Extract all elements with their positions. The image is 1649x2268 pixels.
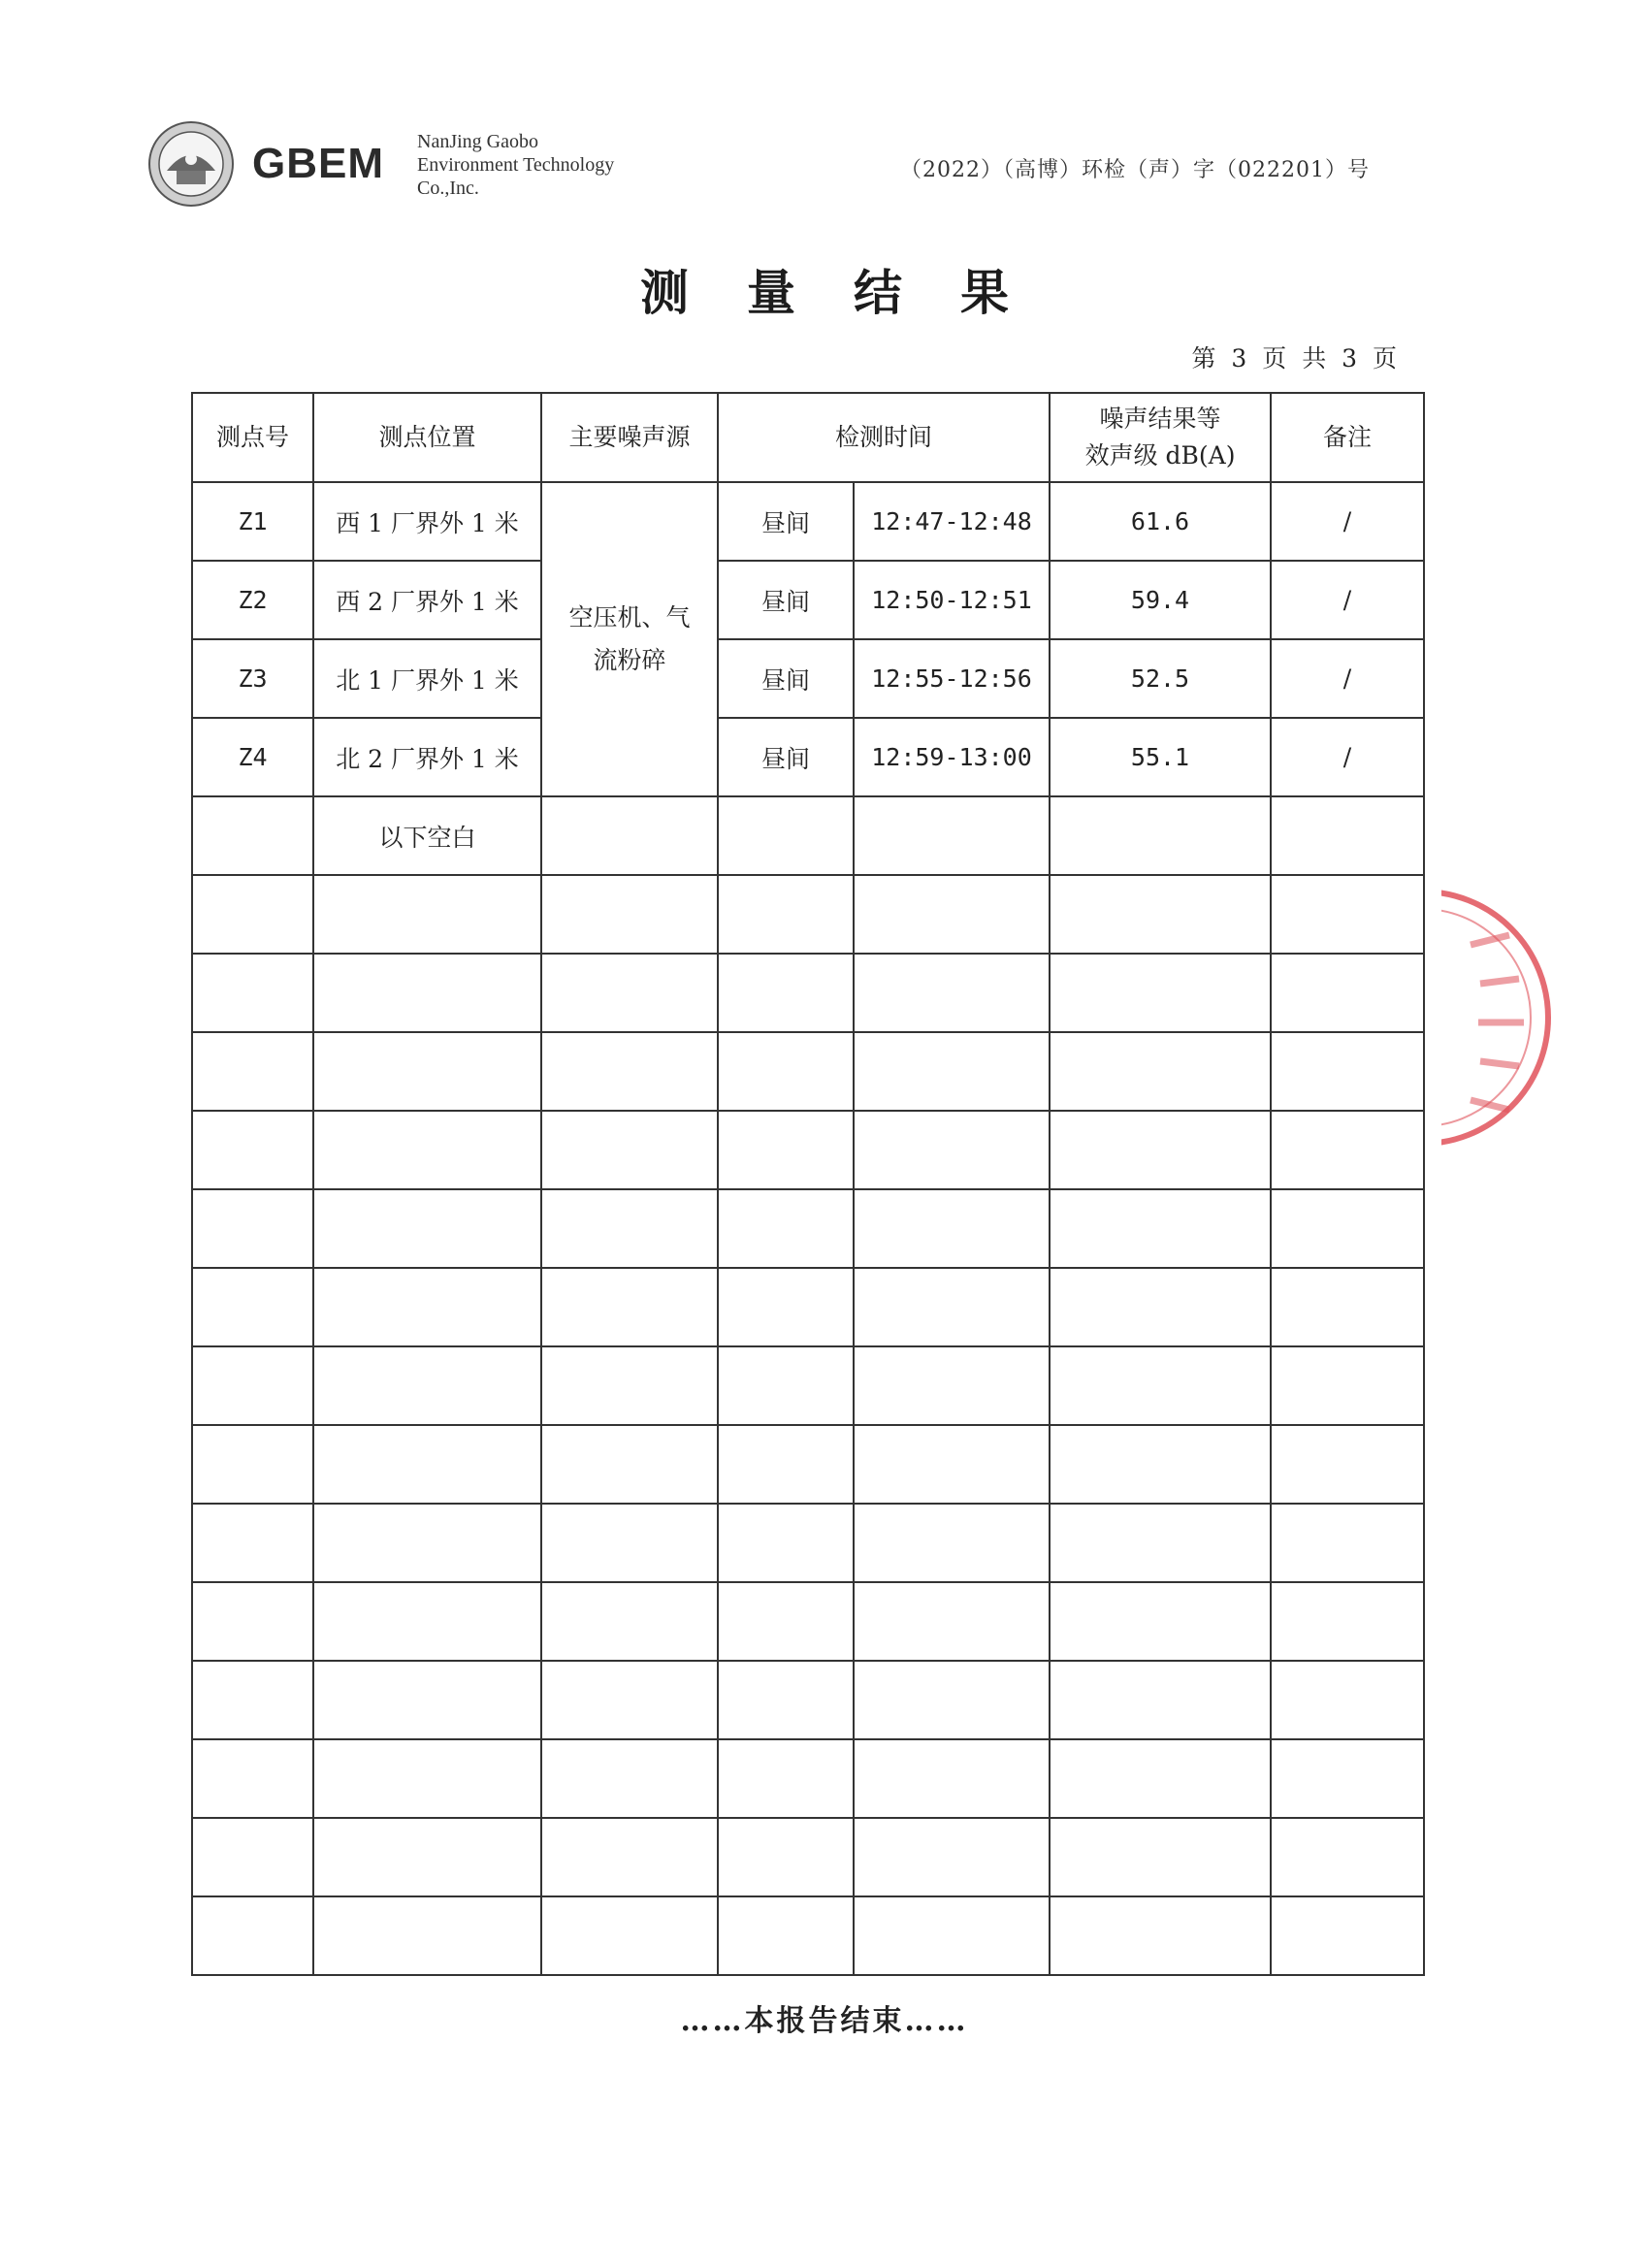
empty-cell <box>718 1896 854 1975</box>
cell-period: 昼间 <box>718 561 854 639</box>
empty-cell <box>1050 1582 1271 1661</box>
empty-cell <box>541 1504 718 1582</box>
empty-cell <box>1271 1582 1424 1661</box>
cell-value: 61.6 <box>1050 482 1271 561</box>
empty-cell <box>541 1661 718 1739</box>
empty-cell <box>313 954 541 1032</box>
cell-noise-source <box>541 482 718 796</box>
empty-cell <box>854 1661 1050 1739</box>
table-row-empty <box>192 1032 1424 1111</box>
header-source: 主要噪声源 <box>541 393 718 482</box>
cell-remark: / <box>1271 639 1424 718</box>
empty-cell <box>1050 954 1271 1032</box>
cell-location: 西 2 厂界外 1 米 <box>313 561 541 639</box>
empty-cell <box>1050 1739 1271 1818</box>
empty-cell <box>1271 1896 1424 1975</box>
cell-point-no: Z2 <box>192 561 313 639</box>
empty-cell <box>854 875 1050 954</box>
noise-source-line: 流粉碎 <box>593 646 666 674</box>
empty-cell <box>541 1582 718 1661</box>
empty-cell <box>718 1582 854 1661</box>
empty-cell <box>718 1189 854 1268</box>
cell-period: 昼间 <box>718 718 854 796</box>
empty-cell <box>718 1818 854 1896</box>
empty-cell <box>718 1504 854 1582</box>
empty-cell <box>1271 1661 1424 1739</box>
cell-location: 北 1 厂界外 1 米 <box>313 639 541 718</box>
empty-cell <box>313 1032 541 1111</box>
empty-cell <box>1271 796 1424 875</box>
results-table <box>191 392 1425 1976</box>
empty-cell <box>1050 1818 1271 1896</box>
empty-cell <box>541 1425 718 1504</box>
empty-cell <box>1050 875 1271 954</box>
empty-cell <box>1271 1425 1424 1504</box>
empty-cell <box>1050 796 1271 875</box>
table-row-empty <box>192 1818 1424 1896</box>
empty-cell <box>854 1504 1050 1582</box>
table-row-empty <box>192 1582 1424 1661</box>
empty-cell <box>313 1425 541 1504</box>
table-row-blank-note <box>192 796 1424 875</box>
empty-cell <box>192 1268 313 1346</box>
table-row <box>192 718 1424 796</box>
empty-cell <box>313 1739 541 1818</box>
red-seal-stamp-icon <box>1441 877 1563 1158</box>
empty-cell <box>541 1111 718 1189</box>
empty-cell <box>1271 1504 1424 1582</box>
empty-cell <box>854 1582 1050 1661</box>
cell-time: 12:50-12:51 <box>854 561 1050 639</box>
empty-cell <box>192 1346 313 1425</box>
empty-cell <box>718 875 854 954</box>
empty-cell <box>854 1032 1050 1111</box>
report-header <box>147 118 1370 215</box>
empty-cell <box>1271 1739 1424 1818</box>
table-row-empty <box>192 954 1424 1032</box>
empty-cell <box>854 1346 1050 1425</box>
cell-remark: / <box>1271 482 1424 561</box>
cell-remark: / <box>1271 561 1424 639</box>
empty-cell <box>1271 1268 1424 1346</box>
empty-cell <box>854 1189 1050 1268</box>
company-line: Co.,Inc. <box>417 178 479 199</box>
cell-location: 西 1 厂界外 1 米 <box>313 482 541 561</box>
empty-cell <box>313 1818 541 1896</box>
empty-cell <box>854 1111 1050 1189</box>
brand-name: GBEM <box>252 140 384 187</box>
empty-cell <box>1271 875 1424 954</box>
empty-cell <box>192 796 313 875</box>
cell-value: 59.4 <box>1050 561 1271 639</box>
cell-time: 12:55-12:56 <box>854 639 1050 718</box>
empty-cell <box>854 1739 1050 1818</box>
empty-cell <box>1050 1661 1271 1739</box>
empty-cell <box>192 1189 313 1268</box>
report-number: （2022）（高博）环检（声）字（022201）号 <box>900 158 1370 182</box>
empty-cell <box>313 1661 541 1739</box>
header-result-line: 效声级 dB(A) <box>1084 441 1236 470</box>
cell-time: 12:47-12:48 <box>854 482 1050 561</box>
empty-cell <box>854 1896 1050 1975</box>
empty-cell <box>1050 1504 1271 1582</box>
empty-cell <box>854 1425 1050 1504</box>
company-line: Environment Technology <box>417 154 615 176</box>
empty-cell <box>192 1739 313 1818</box>
page-title: 测量结果 <box>640 264 1067 321</box>
company-name <box>417 130 614 200</box>
empty-cell <box>1050 1896 1271 1975</box>
empty-cell <box>1050 1268 1271 1346</box>
cell-location: 北 2 厂界外 1 米 <box>313 718 541 796</box>
empty-cell <box>541 796 718 875</box>
empty-cell <box>313 1268 541 1346</box>
table-header-row <box>192 393 1424 482</box>
empty-cell <box>854 1818 1050 1896</box>
table-row-empty <box>192 875 1424 954</box>
empty-cell <box>541 1896 718 1975</box>
empty-cell <box>192 1661 313 1739</box>
empty-cell <box>541 1739 718 1818</box>
empty-cell <box>192 1032 313 1111</box>
empty-cell <box>313 1189 541 1268</box>
empty-cell <box>541 1189 718 1268</box>
empty-cell <box>1271 1111 1424 1189</box>
empty-cell <box>313 1346 541 1425</box>
empty-cell <box>1050 1111 1271 1189</box>
cell-period: 昼间 <box>718 482 854 561</box>
empty-cell <box>1050 1425 1271 1504</box>
empty-cell <box>1050 1346 1271 1425</box>
blank-note: 以下空白 <box>313 796 541 875</box>
cell-point-no: Z1 <box>192 482 313 561</box>
empty-cell <box>541 875 718 954</box>
table-row-empty <box>192 1661 1424 1739</box>
header-result-line: 噪声结果等 <box>1099 405 1221 433</box>
empty-cell <box>1271 954 1424 1032</box>
empty-cell <box>718 1425 854 1504</box>
empty-cell <box>192 1818 313 1896</box>
cell-remark: / <box>1271 718 1424 796</box>
table-row-empty <box>192 1896 1424 1975</box>
header-remark: 备注 <box>1271 393 1424 482</box>
empty-cell <box>541 1032 718 1111</box>
empty-cell <box>854 796 1050 875</box>
empty-cell <box>313 1582 541 1661</box>
empty-cell <box>192 1425 313 1504</box>
empty-cell <box>541 1268 718 1346</box>
empty-cell <box>718 1268 854 1346</box>
empty-cell <box>1271 1346 1424 1425</box>
empty-cell <box>718 796 854 875</box>
empty-cell <box>1050 1189 1271 1268</box>
company-logo-icon <box>147 120 235 208</box>
cell-point-no: Z3 <box>192 639 313 718</box>
empty-cell <box>541 1818 718 1896</box>
empty-cell <box>192 954 313 1032</box>
table-row-empty <box>192 1111 1424 1189</box>
cell-time: 12:59-13:00 <box>854 718 1050 796</box>
table-row <box>192 639 1424 718</box>
empty-cell <box>192 1582 313 1661</box>
empty-cell <box>192 1896 313 1975</box>
table-row <box>192 561 1424 639</box>
report-end-note: ……本报告结束…… <box>680 2004 969 2038</box>
empty-cell <box>541 1346 718 1425</box>
header-point-no: 测点号 <box>192 393 313 482</box>
empty-cell <box>313 1896 541 1975</box>
empty-cell <box>718 1346 854 1425</box>
cell-value: 55.1 <box>1050 718 1271 796</box>
empty-cell <box>718 954 854 1032</box>
noise-source-line: 空压机、气 <box>568 603 691 632</box>
empty-cell <box>313 1111 541 1189</box>
header-time: 检测时间 <box>718 393 1050 482</box>
table-row-empty <box>192 1268 1424 1346</box>
table-row-empty <box>192 1425 1424 1504</box>
empty-cell <box>1271 1818 1424 1896</box>
table-row-empty <box>192 1346 1424 1425</box>
empty-cell <box>192 1504 313 1582</box>
table-row-empty <box>192 1189 1424 1268</box>
cell-value: 52.5 <box>1050 639 1271 718</box>
empty-cell <box>1271 1189 1424 1268</box>
empty-cell <box>1050 1032 1271 1111</box>
empty-cell <box>854 954 1050 1032</box>
empty-cell <box>718 1032 854 1111</box>
header-result <box>1050 393 1271 482</box>
cell-period: 昼间 <box>718 639 854 718</box>
empty-cell <box>313 875 541 954</box>
empty-cell <box>192 1111 313 1189</box>
empty-cell <box>718 1739 854 1818</box>
empty-cell <box>718 1661 854 1739</box>
header-location: 测点位置 <box>313 393 541 482</box>
empty-cell <box>854 1268 1050 1346</box>
table-row-empty <box>192 1739 1424 1818</box>
empty-rows <box>192 875 1424 1975</box>
empty-cell <box>313 1504 541 1582</box>
empty-cell <box>192 875 313 954</box>
cell-point-no: Z4 <box>192 718 313 796</box>
empty-cell <box>541 954 718 1032</box>
table-row-empty <box>192 1504 1424 1582</box>
page-number: 第 3 页 共 3 页 <box>1191 344 1401 373</box>
empty-cell <box>718 1111 854 1189</box>
company-line: NanJing Gaobo <box>417 131 538 152</box>
empty-cell <box>1271 1032 1424 1111</box>
table-row <box>192 482 1424 561</box>
